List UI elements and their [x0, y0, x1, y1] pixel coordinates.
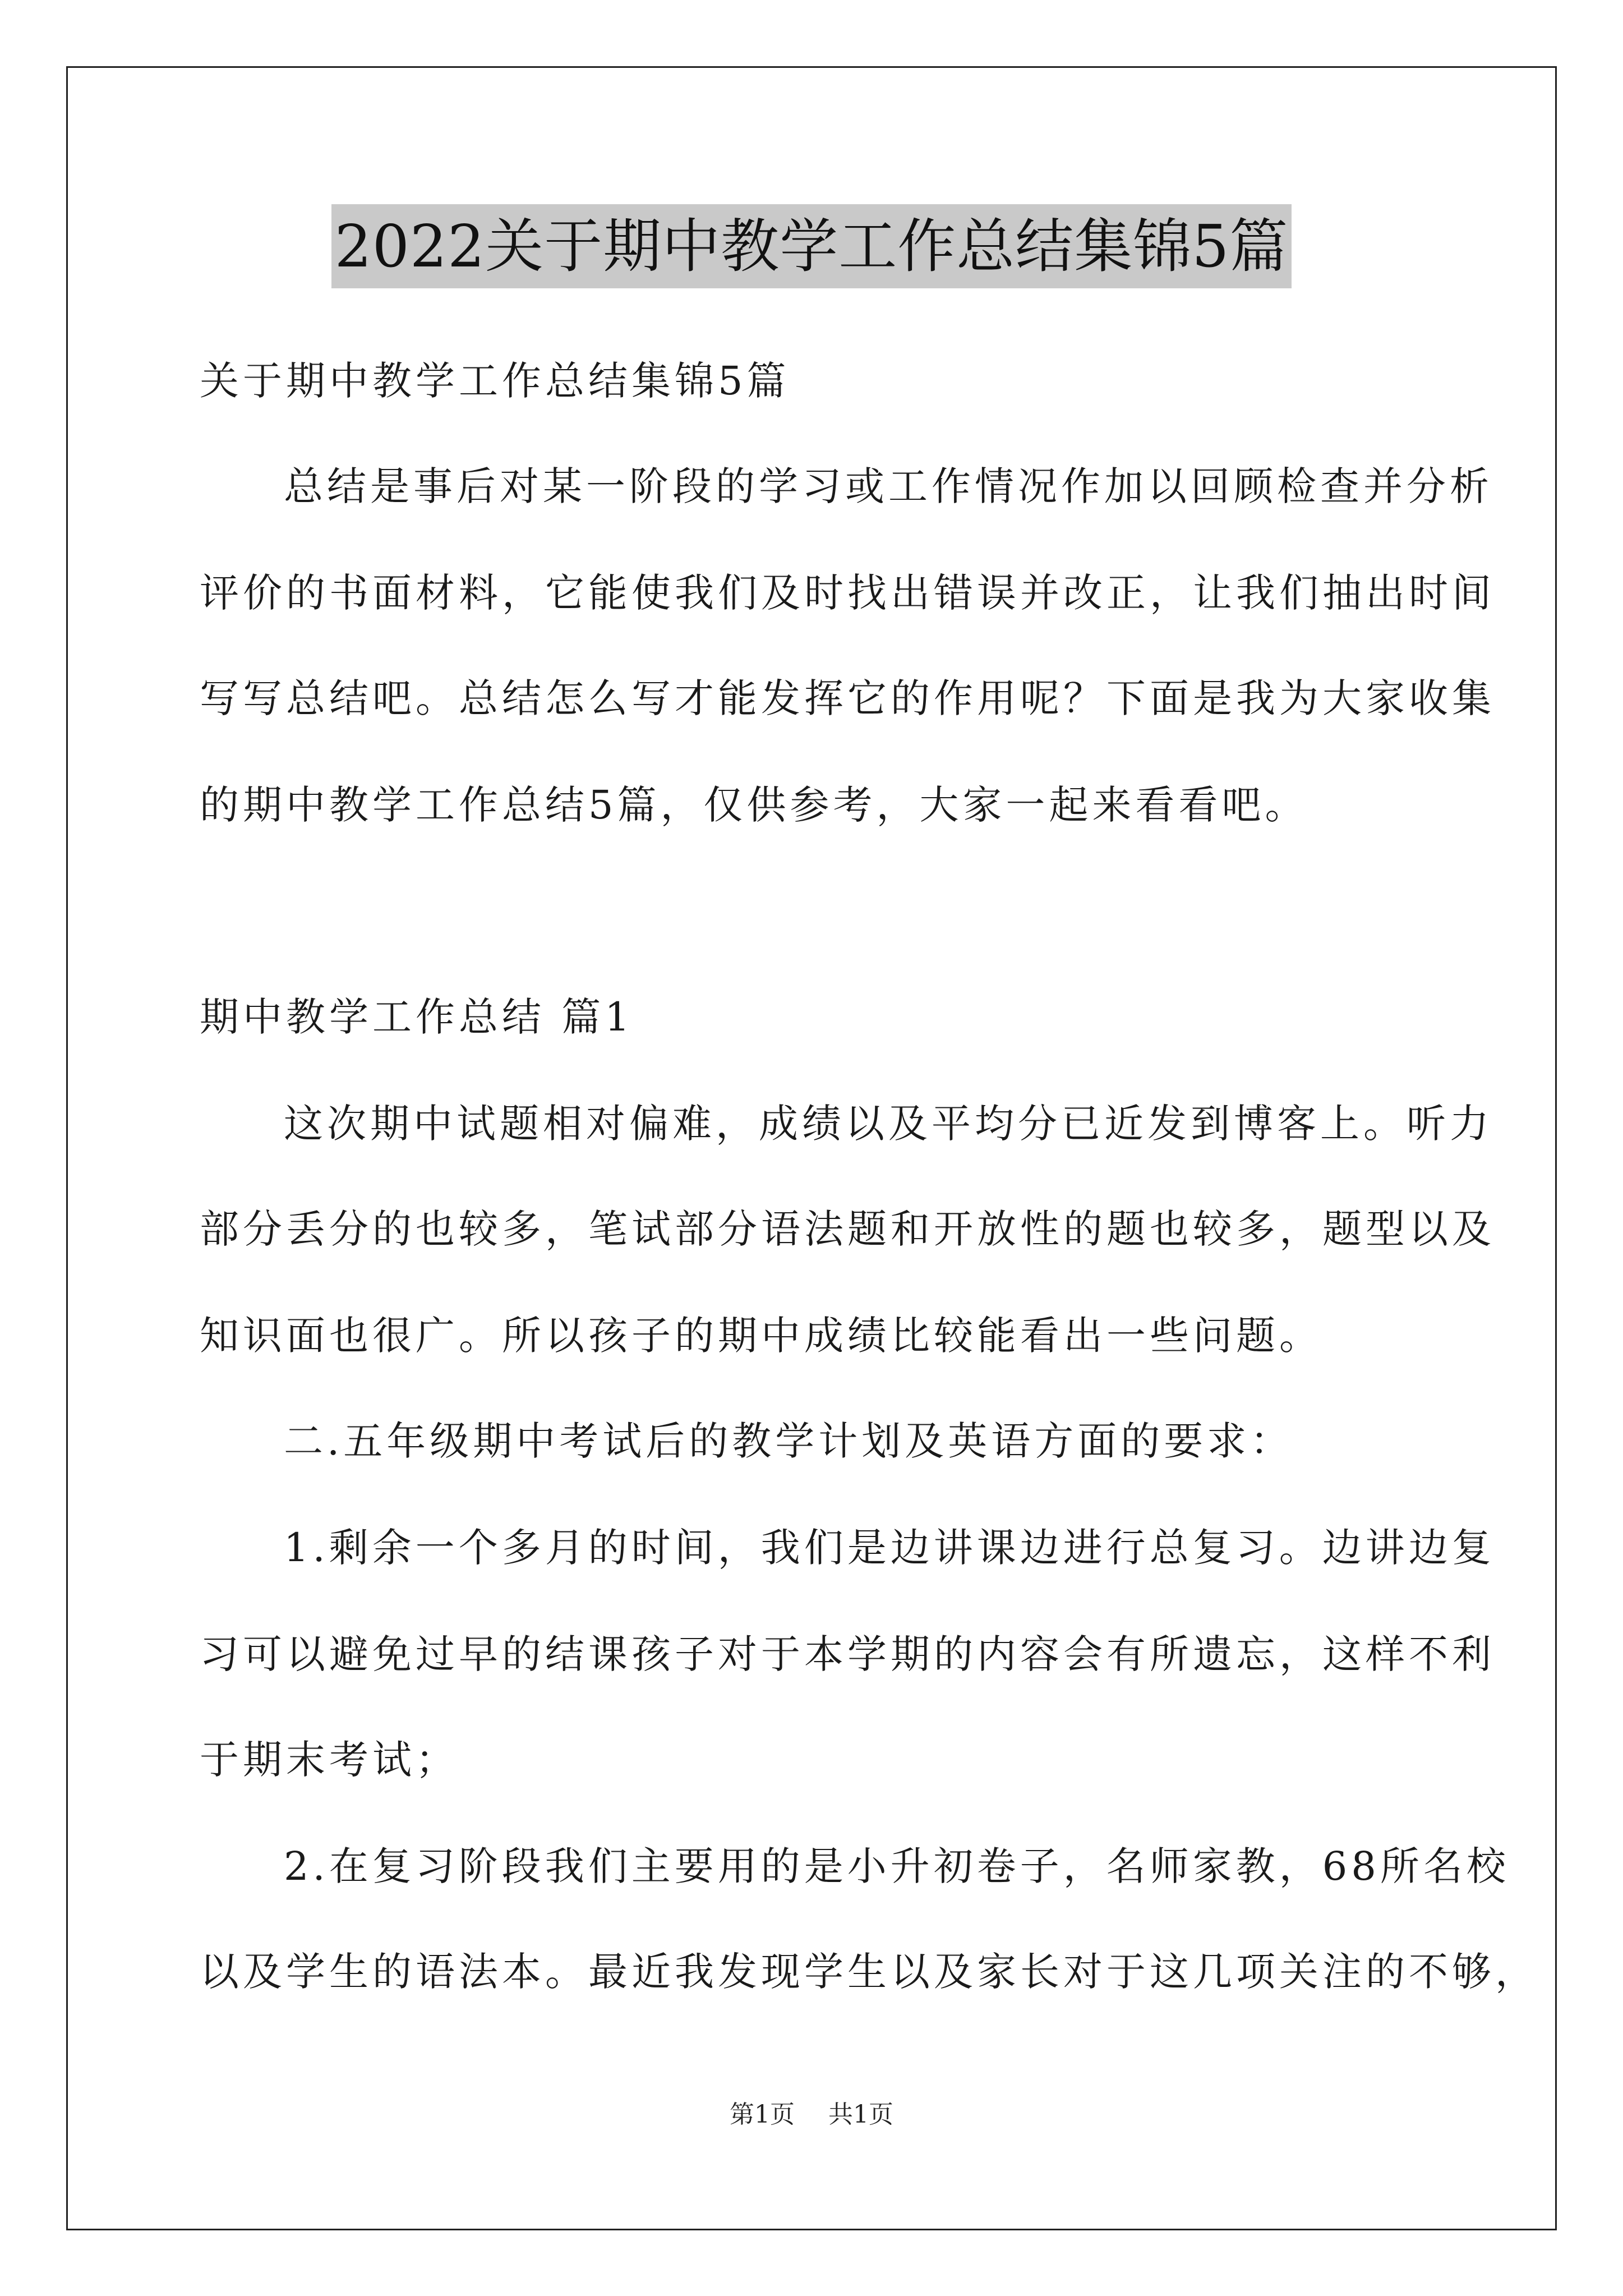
body-line: 部分丢分的也较多，笔试部分语法题和开放性的题也较多，题型以及 [200, 1206, 1495, 1252]
body-line: 以及学生的语法本。最近我发现学生以及家长对于这几项关注的不够， [200, 1949, 1538, 1995]
body-line: 评价的书面材料，它能使我们及时找出错误并改正，让我们抽出时间 [200, 570, 1495, 616]
body-line: 二.五年级期中考试后的教学计划及英语方面的要求： [284, 1418, 1294, 1464]
page-number: 第1页 [730, 2100, 795, 2129]
body-line: 1.剩余一个多月的时间，我们是边讲课边进行总复习。边讲边复 [284, 1525, 1495, 1571]
body-line: 知识面也很广。所以孩子的期中成绩比较能看出一些问题。 [200, 1313, 1322, 1359]
body-line: 于期末考试； [200, 1737, 459, 1783]
section-heading: 期中教学工作总结 篇1 [200, 994, 634, 1040]
body-line: 这次期中试题相对偏难，成绩以及平均分已近发到博客上。听力 [284, 1101, 1493, 1147]
title-wrap [0, 204, 1623, 288]
body-line: 写写总结吧。总结怎么写才能发挥它的作用呢？下面是我为大家收集 [200, 675, 1495, 721]
document-title: 2022关于期中教学工作总结集锦5篇 [331, 204, 1292, 288]
body-line: 总结是事后对某一阶段的学习或工作情况作加以回顾检查并分析 [284, 463, 1493, 509]
body-line: 的期中教学工作总结5篇，仅供参考，大家一起来看看吧。 [200, 782, 1308, 828]
body-line: 2.在复习阶段我们主要用的是小升初卷子，名师家教，68所名校 [284, 1843, 1510, 1889]
subtitle-line: 关于期中教学工作总结集锦5篇 [200, 358, 790, 404]
page-total: 共1页 [828, 2100, 893, 2129]
body-line: 习可以避免过早的结课孩子对于本学期的内容会有所遗忘，这样不利 [200, 1631, 1495, 1677]
page-footer [0, 2098, 1623, 2132]
